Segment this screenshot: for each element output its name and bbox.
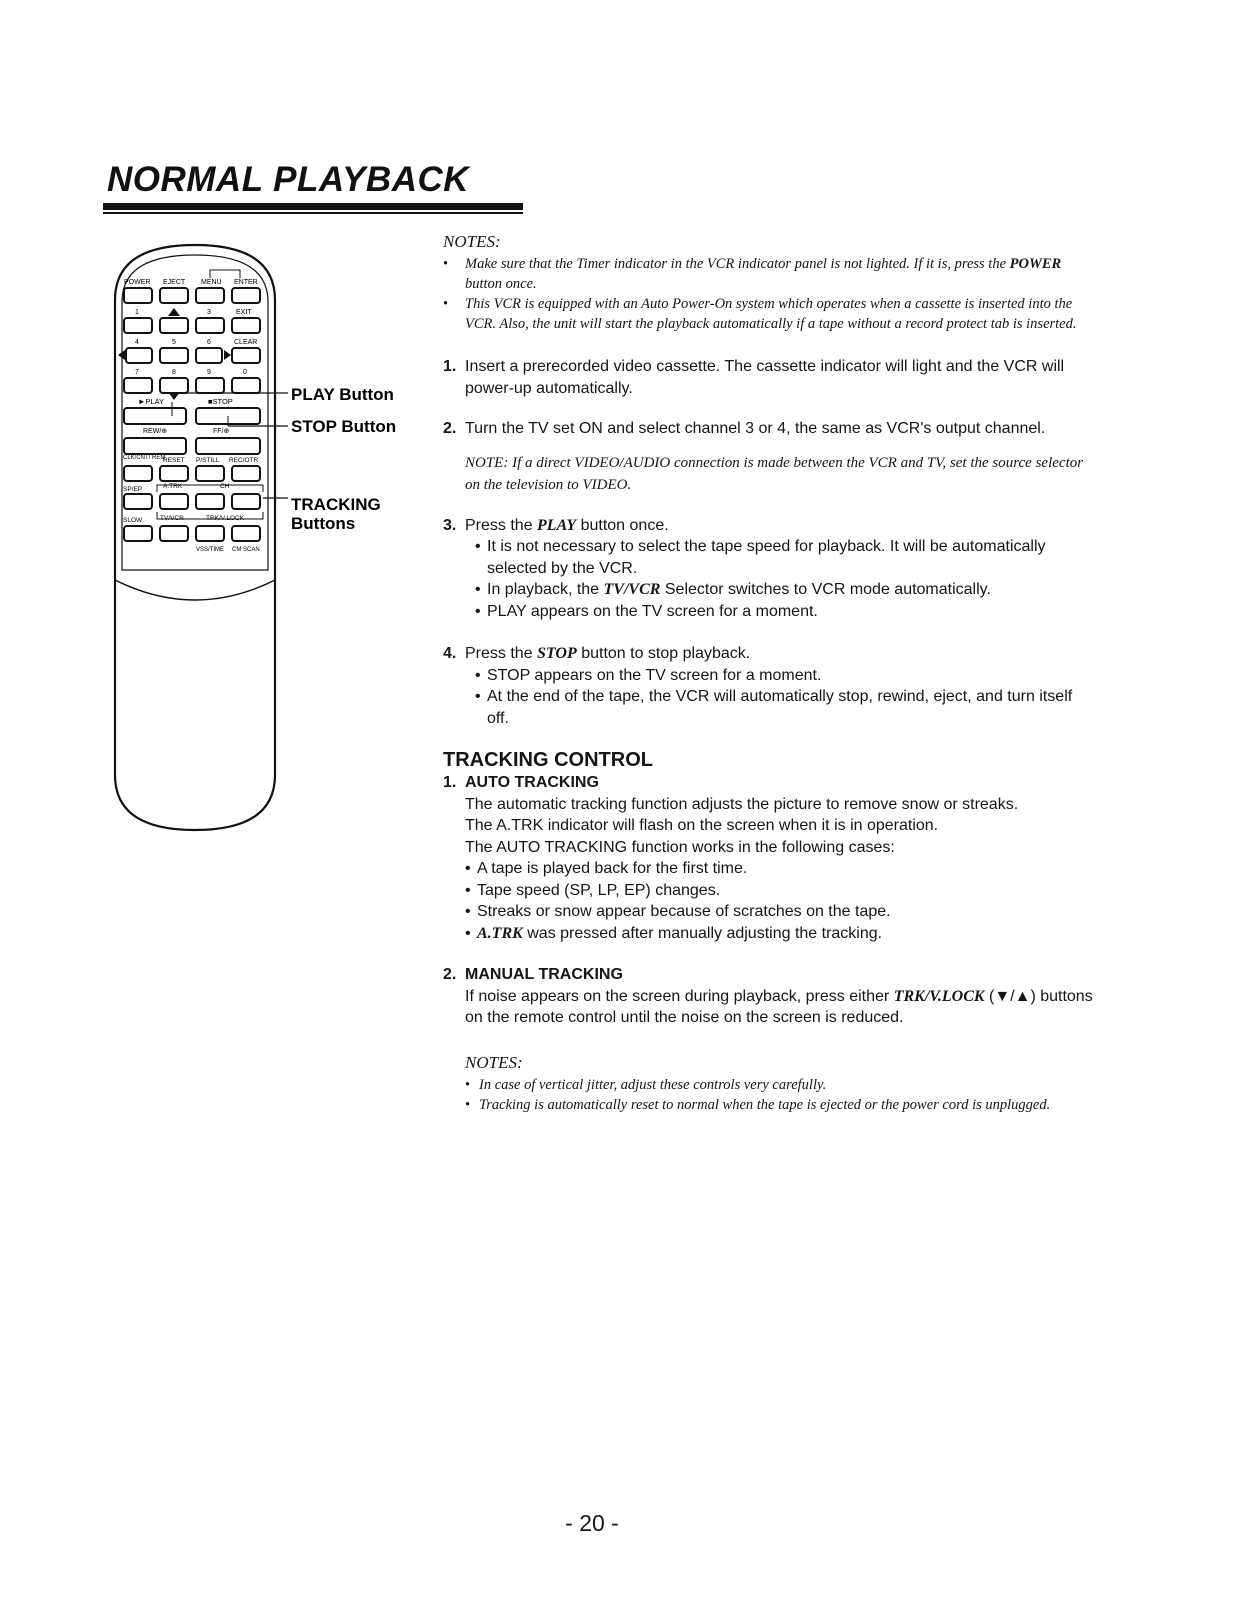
notes-block-1 (443, 232, 1093, 334)
remote-key-label: CH (220, 483, 230, 490)
rew-button (124, 438, 186, 454)
ch-up-button (232, 494, 260, 509)
remote-key-label: REW/⊕ (143, 428, 168, 435)
remote-key-label: A.TRK (163, 483, 183, 490)
power-button (124, 288, 152, 303)
ch-down-button (196, 494, 224, 509)
play-callout: PLAY Button (291, 385, 394, 404)
menu-button (196, 288, 224, 303)
remote-key-label: SLOW (123, 517, 143, 524)
step-2: 2. Turn the TV set ON and select channel 3 or 4, the same as VCR's output channel. (443, 420, 1046, 437)
button-5 (160, 348, 188, 363)
manual-tracking: 2. MANUAL TRACKING (443, 966, 623, 983)
page-title: NORMAL PLAYBACK (107, 160, 470, 199)
step-4: 4. Press the STOP button to stop playback. • STOP appears on the TV screen for a moment. • At the end of the tape, the VCR will automatically stop, rewind, eject, and turn itself off. (443, 643, 1093, 729)
manual-tracking-text: If noise appears on the screen during playback, press either TRK/V.LOCK (▼/▲) buttons on the remote control until the noise on the screen is reduced. (465, 987, 1093, 1026)
button-2 (160, 318, 188, 333)
auto-tracking: 1. AUTO TRACKING (443, 774, 599, 791)
slow-button (124, 526, 152, 541)
note-item: • Make sure that the Timer indicator in the VCR indicator panel is not lighted. If it is, press the POWER button once. (443, 254, 1093, 294)
remote-key-label: TRK/V.LOCK (206, 515, 245, 522)
menu-label: MENU (201, 279, 222, 286)
pstill-button (196, 466, 224, 481)
right-arrow-icon (224, 350, 231, 360)
stop-callout: STOP Button (291, 417, 397, 436)
note-item: • This VCR is equipped with an Auto Power-On system which operates when a cassette is inserted into the VCR. Also, the unit will start the playback automatically if a tape without a record protect tab is inserted. (443, 294, 1093, 334)
remote-key-label: 6 (207, 339, 211, 346)
remote-key-label: CLK/CNT/ REM (123, 455, 166, 461)
reset-button (160, 466, 188, 481)
step-3: 3. Press the PLAY button once. • It is not necessary to select the tape speed for playback. It will be automatically selected by the VCR. • In playback, the TV/VCR Selector switches to VCR mode automatically. • PLAY appears on the TV screen for a moment. (443, 515, 1093, 623)
remote-key-label: 7 (135, 369, 139, 376)
sp-ep-button (124, 494, 152, 509)
content-column (443, 232, 1093, 1115)
remote-bottom-curve (115, 580, 275, 600)
clock-button (124, 466, 152, 481)
remote-key-label: CLEAR (234, 339, 258, 346)
tracking-callout-2: Buttons (291, 514, 356, 533)
exit-button (232, 318, 260, 333)
remote-key-label: 0 (243, 369, 247, 376)
stop-label: ■STOP (208, 397, 233, 406)
enter-button (232, 288, 260, 303)
tv-vcr-button (160, 526, 188, 541)
remote-key-label: 5 (172, 339, 176, 346)
eject-button (160, 288, 188, 303)
title-rule-thin (103, 212, 523, 214)
remote-key-label: EXIT (236, 309, 252, 316)
trk-up-button (232, 526, 260, 541)
remote-key-label: VSS/TIME (196, 547, 225, 553)
remote-key-label: 8 (172, 369, 176, 376)
remote-key-label: 1 (135, 309, 139, 316)
atrk-button (160, 494, 188, 509)
button-6 (196, 348, 222, 363)
remote-key-label: 3 (207, 309, 211, 316)
page-number: - 20 - (565, 1510, 619, 1536)
button-3 (196, 318, 224, 333)
notes-block-2: NOTES: • In case of vertical jitter, adjust these controls very carefully. • Tracking is automatically reset to normal when the tape is ejected or the power cord is unplugged. (443, 1053, 1093, 1115)
remote-key-label: RESET (163, 457, 185, 464)
remote-key-label: REC/OTR (229, 457, 259, 464)
remote-key-label: SP/EP (123, 486, 143, 493)
button-9 (196, 378, 224, 393)
video-note: NOTE: If a direct VIDEO/AUDIO connection is made between the VCR and TV, set the source selector on the television to VIDEO. (465, 454, 1084, 493)
power-label: POWER (124, 279, 151, 286)
remote-key-label: 9 (207, 369, 211, 376)
trk-down-button (196, 526, 224, 541)
play-label: ►PLAY (138, 397, 165, 406)
ff-button (196, 438, 260, 454)
tracking-control-section: TRACKING CONTROL 1. AUTO TRACKING The automatic tracking function adjusts the picture to remove snow or streaks. The A.TRK indicator will flash on the screen when it is in operation. The AUTO TRACKING function works in the following cases: • A tape is played back for the first time. • Tape speed (SP, LP, EP) changes. • Streaks or snow appear because of scratches on the tape. • A.TRK was pressed after manually adjusting the tracking. 2. MANUAL TRACKING If noise appears on the screen during playback, press either TRK/V.LOCK (▼/▲) buttons on the remote control until the noise on the screen is reduced. (443, 749, 1093, 1029)
up-arrow-icon (168, 308, 180, 316)
button-8 (160, 378, 188, 393)
remote-key-label: P/STILL (196, 457, 220, 464)
step-1: 1. Insert a prerecorded video cassette. The cassette indicator will light and the VCR will power-up automatically. (443, 358, 1065, 397)
clear-button (232, 348, 260, 363)
button-4 (126, 348, 152, 363)
remote-key-label: 4 (135, 339, 139, 346)
button-0 (232, 378, 260, 393)
section-title: TRACKING CONTROL (443, 749, 653, 771)
button-1 (124, 318, 152, 333)
title-rule (103, 203, 523, 210)
remote-key-label: TV/VCR (160, 515, 184, 522)
eject-label: EJECT (163, 279, 186, 286)
rec-otr-button (232, 466, 260, 481)
notes-heading: NOTES: (443, 232, 501, 251)
remote-control-illustration (110, 240, 410, 840)
enter-label: ENTER (234, 279, 258, 286)
remote-key-label: FF/⊕ (213, 428, 230, 435)
button-7 (124, 378, 152, 393)
remote-key-label: CM SCAN (232, 547, 260, 553)
play-button (124, 408, 186, 424)
tracking-callout: TRACKING (291, 495, 381, 514)
